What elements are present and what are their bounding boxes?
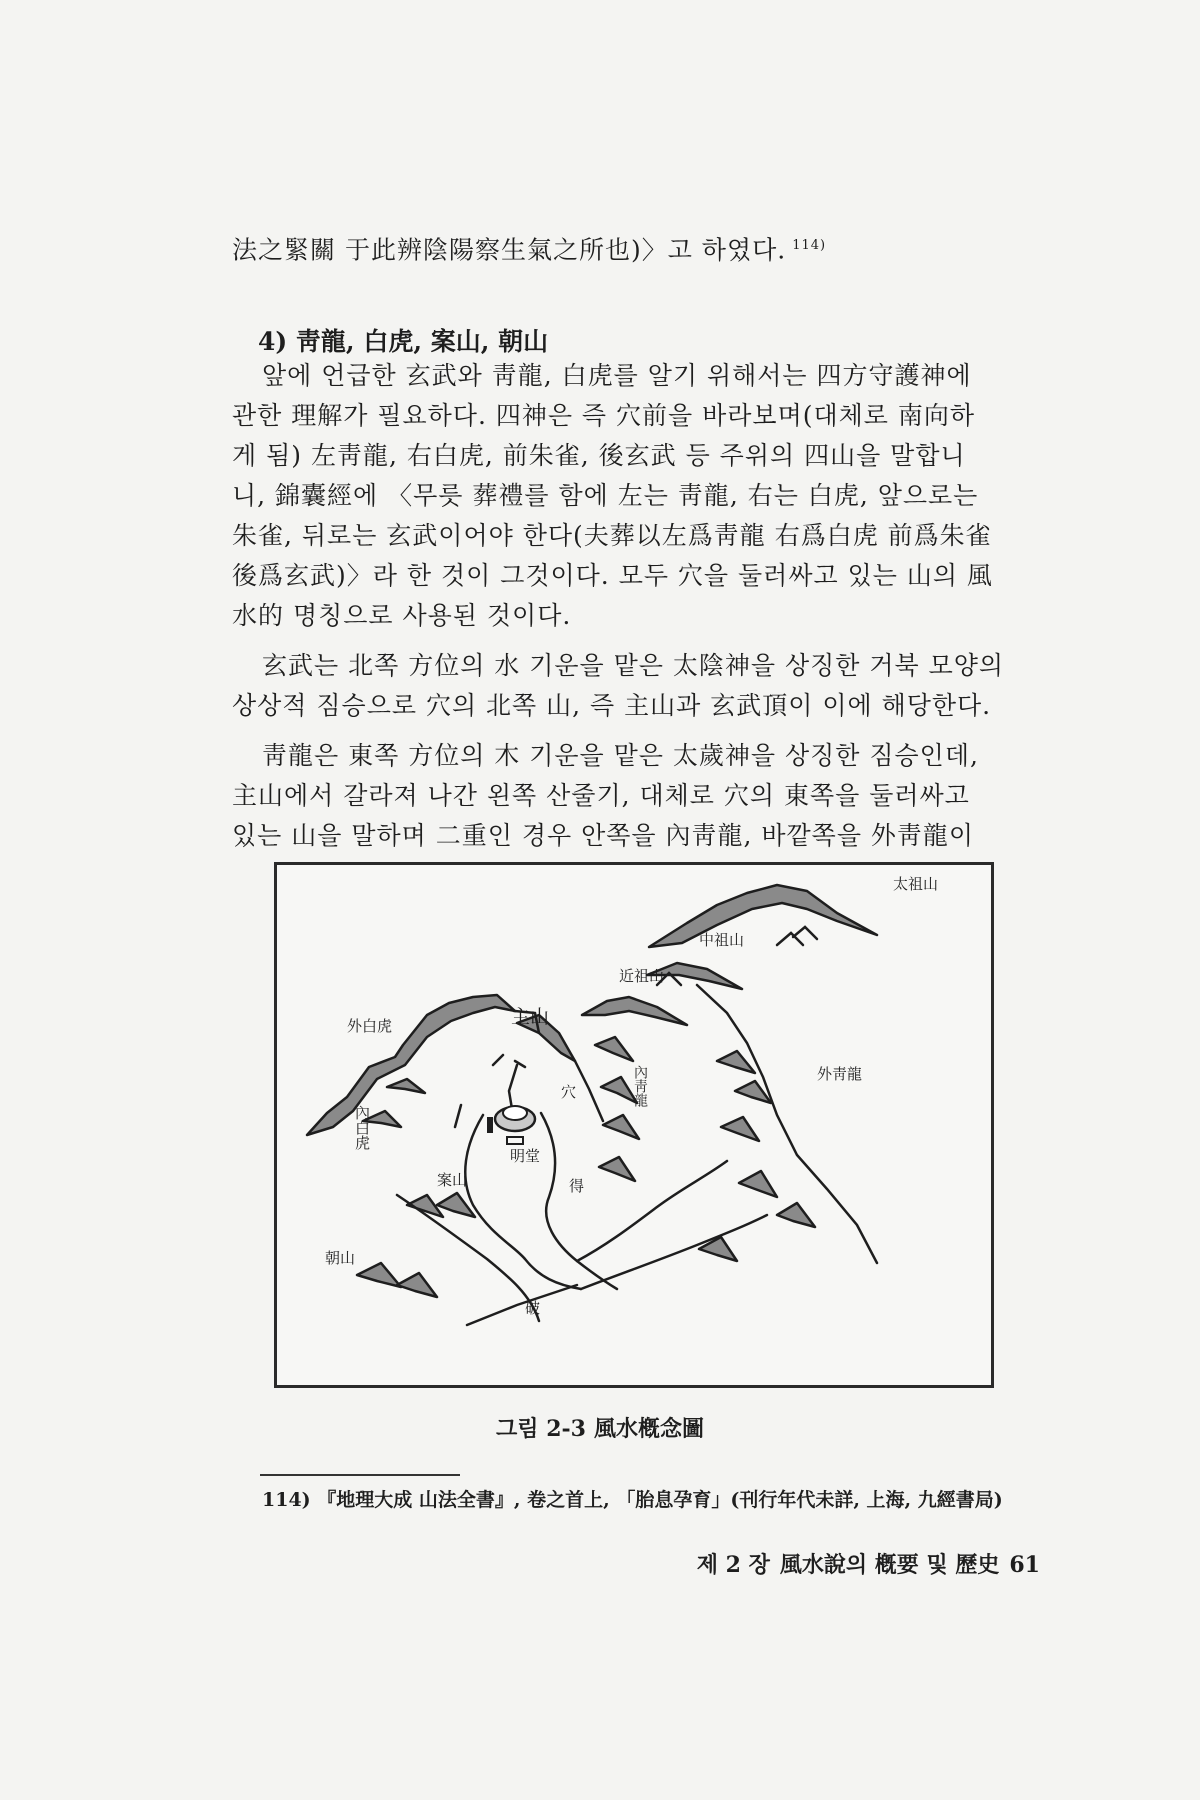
section-heading: 4) 靑龍, 白虎, 案山, 朝山 <box>258 327 549 356</box>
naecheongryong-peak-shape <box>595 1037 633 1061</box>
river-line <box>581 1215 767 1289</box>
body-line: 상상적 짐승으로 穴의 北쪽 山, 즉 主山과 玄武頂이 이에 해당한다. <box>232 691 992 720</box>
oecheongryong-peak-shape <box>717 1051 755 1073</box>
body-line: 朱雀, 뒤로는 玄武이어야 한다(夫葬以左爲靑龍 右爲白虎 前爲朱雀 <box>232 521 992 550</box>
body-line: 玄武는 北쪽 方位의 水 기운을 맡은 太陰神을 상징한 거북 모양의 <box>262 651 1005 680</box>
footnote-separator <box>260 1474 460 1476</box>
label-jungjosan: 中祖山 <box>699 931 745 949</box>
label-hyeol: 穴 <box>561 1083 577 1101</box>
caption-title: 風水槪念圖 <box>593 1416 704 1442</box>
geunjo-mountain-shape <box>582 997 687 1025</box>
label-taejosan: 太祖山 <box>893 875 939 893</box>
body-line: 있는 山을 말하며 二重인 경우 안쪽을 內靑龍, 바깥쪽을 外靑龍이 <box>232 821 975 850</box>
label-deuk: 得 <box>569 1177 585 1195</box>
footer-title: 風水說의 槪要 및 歷史 <box>779 1552 1000 1578</box>
naecheongryong-peak-shape <box>599 1157 635 1181</box>
body-line: 니, 錦囊經에 〈무릇 葬禮를 함에 左는 靑龍, 右는 白虎, 앞으로는 <box>232 481 979 510</box>
figure-caption <box>0 1412 1200 1443</box>
hyeol-grave-mound <box>487 1106 535 1144</box>
small-peak-mark <box>493 1055 525 1067</box>
page-number: 61 <box>1009 1552 1040 1578</box>
label-ansan: 案山 <box>437 1171 468 1189</box>
water-course-right <box>541 1113 617 1289</box>
label-naecheongryong-vertical: 內靑龍 <box>632 1065 648 1107</box>
running-footer <box>687 1548 1040 1579</box>
naebaekho-peak-shape <box>387 1079 425 1093</box>
inner-ridge-line <box>575 1061 603 1121</box>
josan-peak-shape <box>357 1263 401 1287</box>
body-line: 水的 명칭으로 사용된 것이다. <box>232 601 572 630</box>
inner-ridge-line <box>455 1105 461 1127</box>
footer-chapter: 제 2 장 <box>696 1552 770 1578</box>
outer-ridge-line <box>697 985 877 1263</box>
oecheongryong-peak-shape <box>721 1117 759 1141</box>
fengshui-diagram <box>274 862 994 1388</box>
body-line: 관한 理解가 필요하다. 四神은 즉 穴前을 바라보며(대체로 南向하 <box>232 401 976 430</box>
taejo-mountain-shape <box>649 885 877 947</box>
body-line: 앞에 언급한 玄武와 靑龍, 白虎를 알기 위해서는 四方守護神에 <box>262 361 972 390</box>
label-pa: 破 <box>525 1299 541 1317</box>
label-naebaekho-vertical: 內白虎 <box>353 1105 371 1150</box>
small-peak-mark <box>777 927 817 945</box>
oecheongryong-peak-shape <box>739 1171 777 1197</box>
oebaekho-ridge-shape <box>307 995 515 1135</box>
label-oecheongryong: 外靑龍 <box>817 1065 863 1083</box>
josan-peak-shape <box>397 1273 437 1297</box>
label-jusan: 主山 <box>511 1006 550 1028</box>
intro-text: 法之緊關 于此辨陰陽察生氣之所也)〉고 하였다. <box>232 235 787 265</box>
caption-number: 그림 2-3 <box>496 1416 586 1442</box>
naecheongryong-peak-shape <box>603 1115 639 1139</box>
body-line: 게 됨) 左靑龍, 右白虎, 前朱雀, 後玄武 등 주위의 四山을 말합니 <box>232 441 966 470</box>
oecheongryong-peak-shape <box>777 1203 815 1227</box>
body-line: 靑龍은 東쪽 方位의 木 기운을 맡은 太歲神을 상징한 짐승인데, <box>262 741 979 770</box>
intro-line <box>232 226 1032 270</box>
label-oebaekho: 外白虎 <box>347 1017 393 1035</box>
body-line: 後爲玄武)〉라 한 것이 그것이다. 모두 穴을 둘러싸고 있는 山의 風 <box>232 561 993 590</box>
body-line: 主山에서 갈라져 나간 왼쪽 산줄기, 대체로 穴의 東쪽을 둘러싸고 <box>232 781 970 810</box>
fengshui-illustration <box>277 865 991 1385</box>
footnote-114: 114) 『地理大成 山法全書』, 卷之首上, 「胎息孕育」(刊行年代未詳, 上海, 九經書局) <box>262 1489 1003 1511</box>
footnote-reference: 114) <box>792 238 827 253</box>
label-geunjosan: 近祖山 <box>619 967 665 985</box>
label-myeongdang: 明堂 <box>510 1147 541 1165</box>
label-josan: 朝山 <box>325 1249 356 1267</box>
